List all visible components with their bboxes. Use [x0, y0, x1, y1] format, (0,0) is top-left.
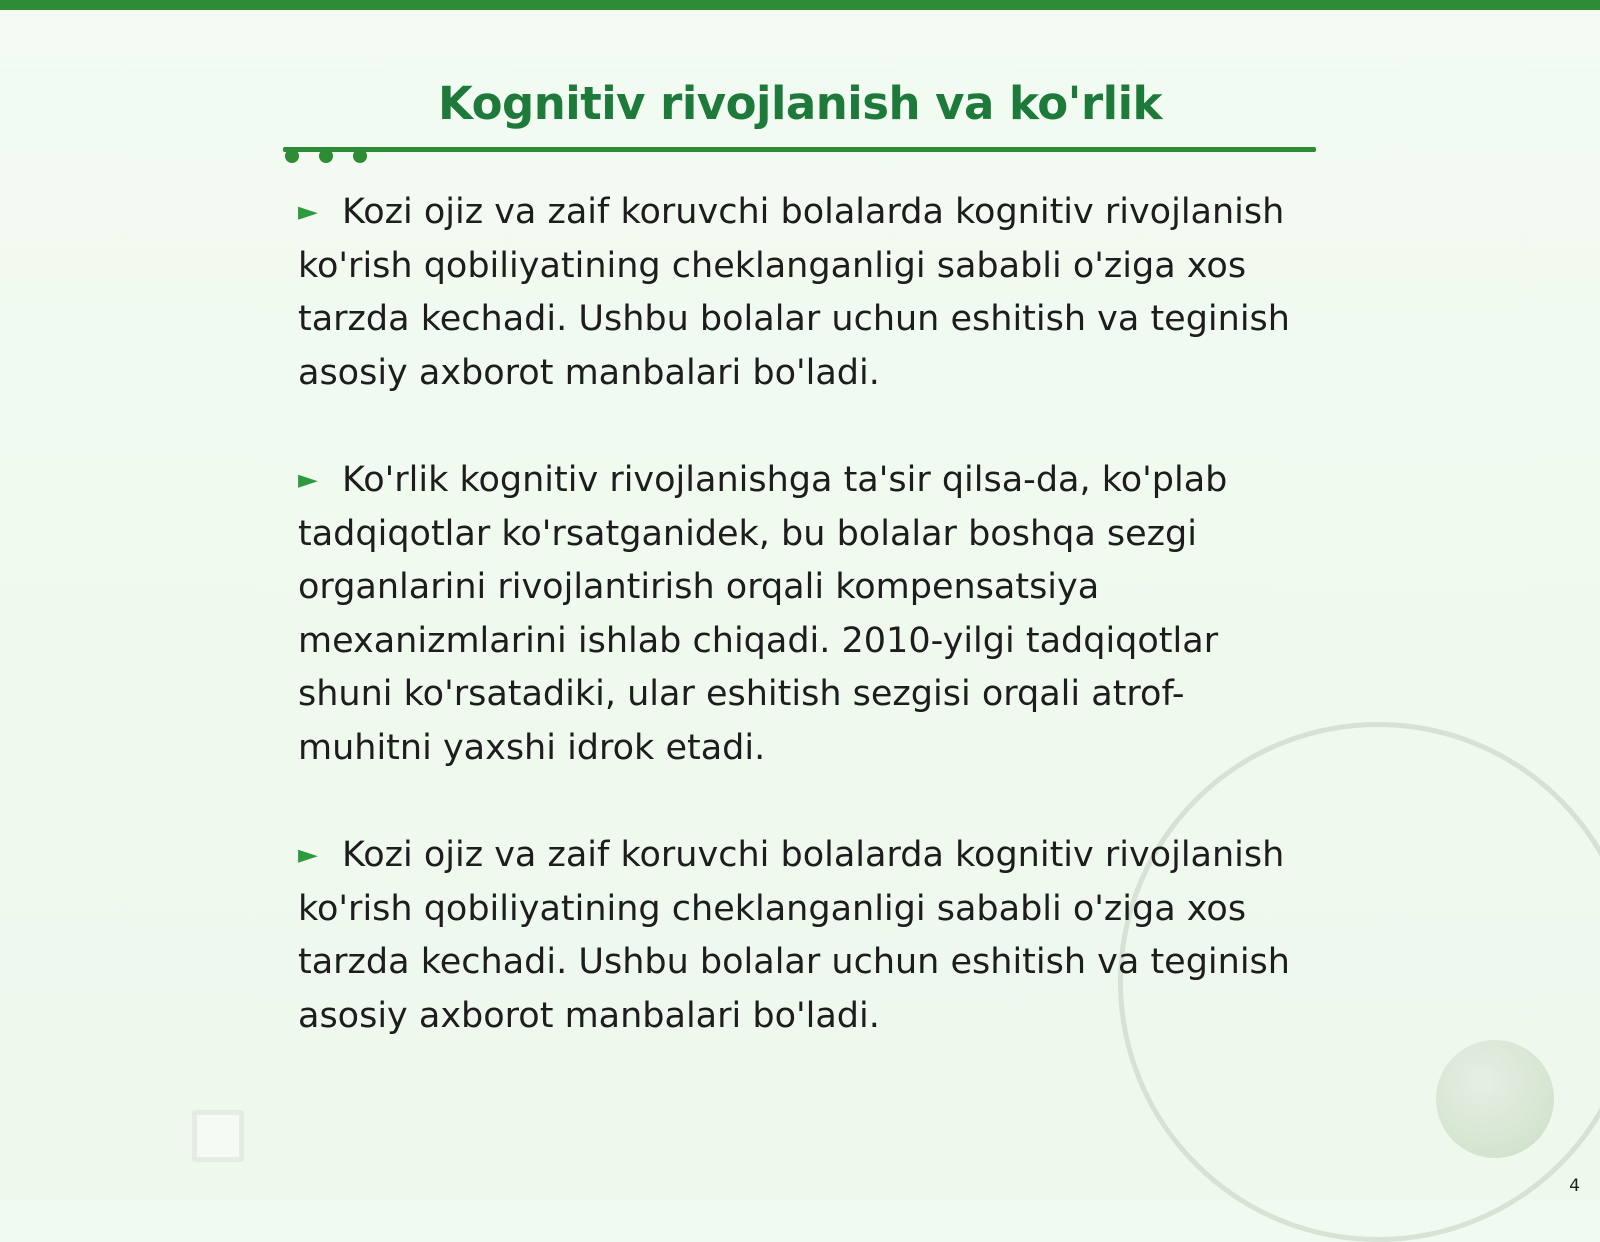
bullet-item [298, 454, 1308, 775]
underline-dot [319, 149, 333, 163]
bullet-text: Ko'rlik kognitiv rivojlanishga ta'sir qilsa-da, ko'plab tadqiqotlar ko'rsatganidek, bu bolalar boshqa sezgi organlarini rivojlantirish orqali kompensatsiya mexanizmlarini ishlab chiqadi. 2010-yilgi tadqiqotlar shuni ko'rsatadiki, ular eshitish sezgisi orqali atrof-muhitni yaxshi idrok etadi. [298, 460, 1228, 768]
bullet-arrow-icon: ► [298, 197, 318, 227]
top-accent-bar [0, 0, 1600, 10]
underline-dot [285, 149, 299, 163]
decorative-circle [1436, 1040, 1554, 1158]
bullet-text: Kozi ojiz va zaif koruvchi bolalarda kognitiv rivojlanish ko'rish qobiliyatining cheklanganligi sababli o'ziga xos tarzda kechadi. Ushbu bolalar uchun eshitish va teginish asosiy axborot manbalari bo'ladi. [298, 835, 1290, 1036]
underline-dot [353, 149, 367, 163]
slide-title: Kognitiv rivojlanish va ko'rlik [438, 77, 1162, 130]
bullet-text: Kozi ojiz va zaif koruvchi bolalarda kognitiv rivojlanish ko'rish qobiliyatining cheklanganligi sababli o'ziga xos tarzda kechadi. Ushbu bolalar uchun eshitish va teginish asosiy axborot manbalari bo'ladi. [298, 192, 1290, 393]
bullet-arrow-icon: ► [298, 465, 318, 495]
bullet-item [298, 186, 1308, 400]
bullet-item [298, 829, 1308, 1043]
page-number: 4 [1569, 1176, 1580, 1196]
title-underline [283, 147, 1316, 152]
bullet-list [298, 186, 1308, 1097]
bullet-arrow-icon: ► [298, 840, 318, 870]
decorative-square [192, 1110, 244, 1162]
